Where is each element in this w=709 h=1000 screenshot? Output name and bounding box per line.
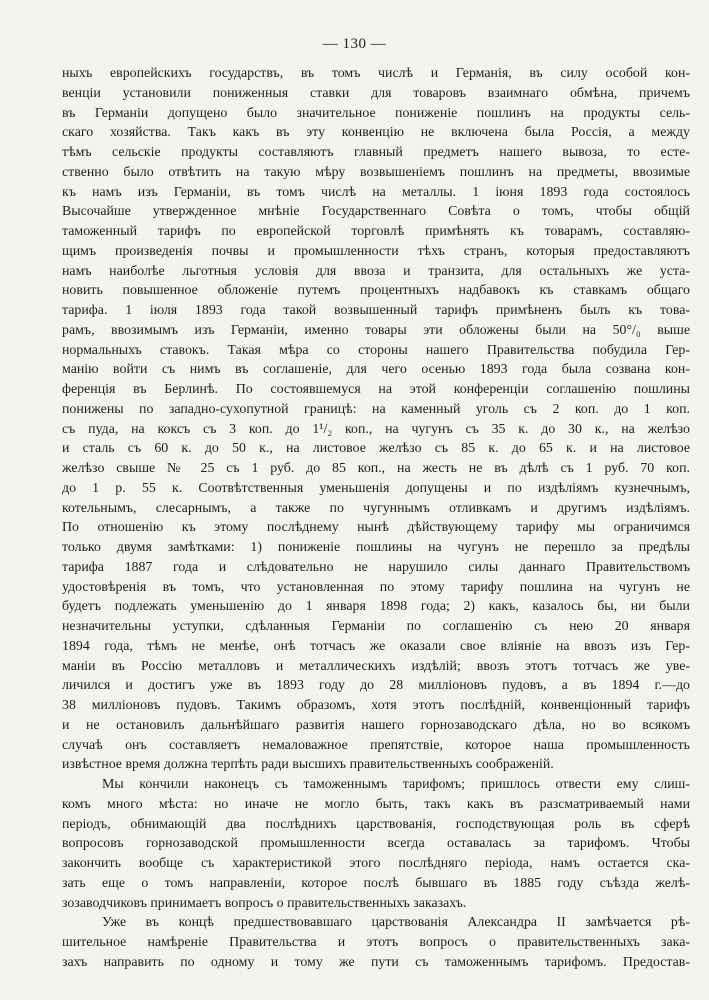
text-line: нормальныхъ ставокъ. Такая мѣра со стороны нашего Правительства побудила Гер- xyxy=(62,342,690,358)
text-line: таможенный тарифъ по европейской торговлѣ примѣнять къ товарамъ, составляю- xyxy=(62,224,690,239)
text-line: намъ наиболѣе льготныя условія для ввоза и транзита, для остальныхъ же уста- xyxy=(62,263,690,279)
text-line: извѣстное время должна терпѣть ради высшихъ правительственныхъ соображеній. xyxy=(62,757,554,773)
text-line: только двумя замѣтками: 1) пониженіе пошлины на чугунъ не перешло за предѣлы xyxy=(62,540,690,555)
text-line: зозаводчиковъ принимаетъ вопросъ о правительственныхъ заказахъ. xyxy=(62,895,467,911)
text-line: новить повышенное обложеніе путемъ процентныхъ надбавокъ къ ставкамъ общаго xyxy=(62,283,690,299)
text-line: закончить вообще съ характеристикой этого послѣдняго періода, намъ остается ска- xyxy=(62,856,690,871)
text-line: періодъ, обнимающій два послѣднихъ царствованія, господствующая роль въ сферѣ xyxy=(62,816,690,832)
text-line: и сталь съ 60 к. до 50 к., на листовое желѣзо съ 85 к. до 65 к. и на листовое xyxy=(62,441,690,457)
text-line: ственно было отвѣтить на такую мѣру возвышеніемъ пошлинъ на предметы, ввозимые xyxy=(62,164,690,180)
text-line: ныхъ европейскихъ государствъ, въ томъ числѣ и Германія, въ силу особой кон- xyxy=(62,66,690,81)
text-line: захъ направить по одному и тому же пути съ таможеннымъ тарифомъ. Предостав- xyxy=(62,954,690,970)
text-line: 38 милліоновъ пудовъ. Такимъ образомъ, хотя этотъ послѣдній, конвенціонный тарифъ xyxy=(62,698,690,713)
text-line: маніи въ Россію металловъ и металлическихъ издѣлій; ввозъ этотъ тотчасъ же уве- xyxy=(62,658,690,674)
text-line: тарифа 1887 года и слѣдовательно не нарушило силы даннаго Правительствомъ xyxy=(62,559,690,575)
text-line: тѣмъ сельскіе продукты составляютъ главный предметъ нашего вывоза, то есте- xyxy=(62,145,690,160)
text-line: вопросовъ горнозаводской промышленности всегда оставалась за тарифомъ. Чтобы xyxy=(62,836,690,852)
text-line: желѣзо свыше № 25 съ 1 руб. до 85 коп., на жесть не въ дѣлѣ съ 1 руб. 70 коп. xyxy=(62,461,690,476)
body-text xyxy=(62,64,690,973)
text-line: Уже въ концѣ предшествовавшаго царствованія Александра II замѣчается рѣ- xyxy=(102,915,690,931)
text-line: удостовѣренія въ томъ, что установленная по этому тарифу пошлина на чугунъ не xyxy=(62,579,690,595)
text-line: щимъ произведенія почвы и промышленности тѣхъ странъ, которыя предоставляютъ xyxy=(62,243,690,259)
text-line: зать еще о томъ направленіи, которое послѣ бывшаго въ 1885 году съѣзда желѣ- xyxy=(62,875,690,891)
text-line: незначительны уступки, сдѣланныя Германіи по соглашенію съ нею 20 января xyxy=(62,619,690,634)
text-line: тарифа. 1 іюля 1893 года такой возвышенный тарифъ примѣненъ былъ къ това- xyxy=(62,303,690,318)
page-number: — 130 — xyxy=(322,36,387,52)
text-line: въ Германіи допущено было значительное пониженіе пошлинъ на продукты сель- xyxy=(62,105,690,121)
text-line: и не остановилъ дальнѣйшаго развитія нашего горнозаводскаго дѣла, но во всякомъ xyxy=(62,717,690,733)
text-line: комъ много мѣста: но иначе не могло быть, такъ какъ въ разсматриваемый нами xyxy=(62,796,690,812)
text-line: случаѣ онъ составляетъ немаловажное препятствіе, которое наша промышленность xyxy=(62,737,690,753)
text-line: Мы кончили наконецъ съ таможеннымъ тарифомъ; пришлось отвести ему слиш- xyxy=(102,777,690,792)
text-line: ференція въ Берлинѣ. По состоявшемуся на этой конференціи соглашенію пошлины xyxy=(62,382,690,397)
text-line: рамъ, ввозимымъ изъ Германіи, именно товары эти обложены были на 50°/₀ выше xyxy=(62,322,690,338)
text-line: скаго хозяйства. Такъ какъ въ эту конвенцію не включена была Россія, а между xyxy=(62,125,690,141)
text-line: личился и достигъ уже въ 1893 году до 28 милліоновъ пудовъ, а въ 1894 г.—до xyxy=(62,678,690,694)
text-line: шительное намѣреніе Правительства и этотъ вопросъ о правительственныхъ зака- xyxy=(62,935,690,950)
text-line: венціи установили пониженныя ставки для товаровъ взаимнаго обмѣна, причемъ xyxy=(62,85,690,101)
text-line: Высочайше утвержденное мнѣніе Государственнаго Совѣта о томъ, чтобы общій xyxy=(62,204,690,220)
text-line: будетъ подлежать уменьшенію до 1 января 1898 года; 2) какъ, казалось бы, ни были xyxy=(62,599,690,615)
text-line: манію войти съ нимъ въ соглашеніе, для чего осенью 1893 года была созвана кон- xyxy=(62,362,690,378)
text-line: понижены по западно-сухопутной границѣ: на каменный уголь съ 2 коп. до 1 коп. xyxy=(62,401,690,417)
text-line: къ намъ изъ Германіи, въ томъ числѣ на металлы. 1 іюня 1893 года состоялось xyxy=(62,184,690,200)
text-line: до 1 р. 55 к. Соотвѣтственныя уменьшенія допущены и по издѣліямъ кузнечнымъ, xyxy=(62,480,690,496)
text-line: По отношенію къ этому послѣднему нынѣ дѣйствующему тарифу мы ограничимся xyxy=(62,520,690,536)
text-line: съ пуда, на коксъ съ 3 коп. до 1¹/₂ коп., на чугунъ съ 35 к. до 30 к., на желѣзо xyxy=(62,421,690,437)
text-line: котельнымъ, слесарнымъ, а также по чугуннымъ отливкамъ и другимъ издѣліямъ. xyxy=(62,500,690,516)
text-line: 1894 года, тѣмъ не менѣе, онѣ тотчасъ же оказали свое вліяніе на ввозъ изъ Гер- xyxy=(62,638,690,654)
